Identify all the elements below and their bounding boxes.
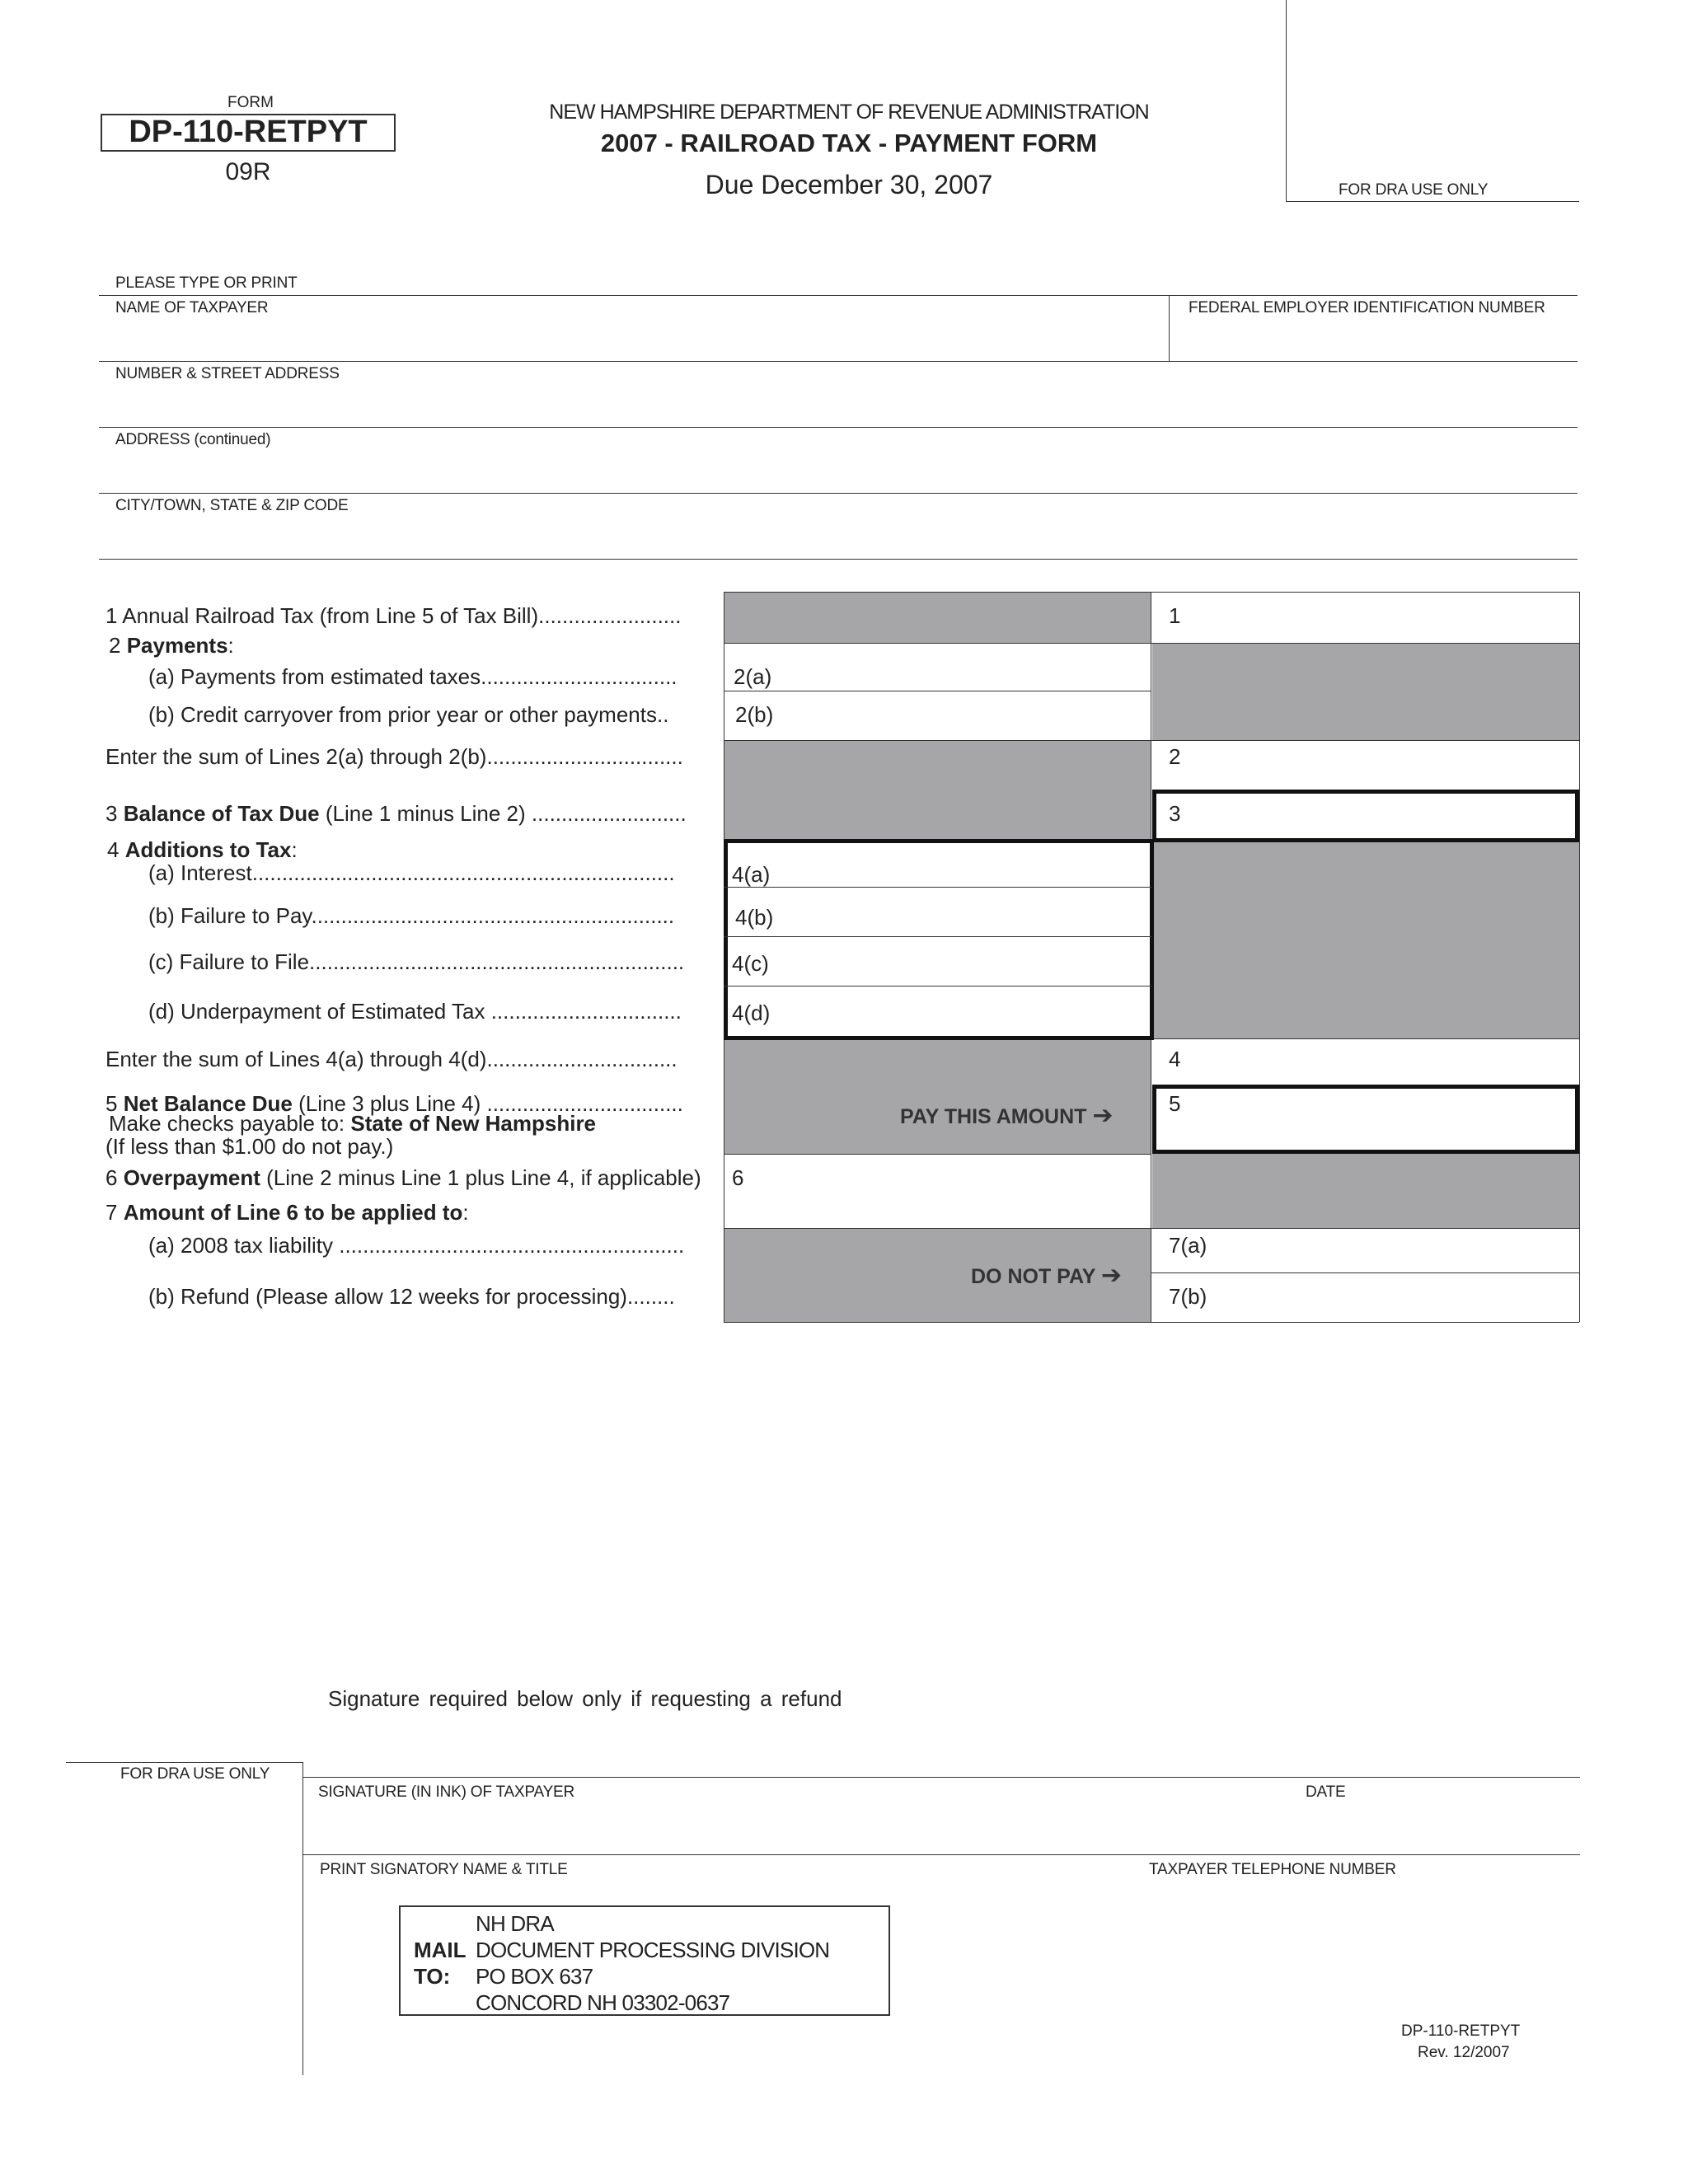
text: (Line 1 minus Line 2) bbox=[325, 801, 526, 826]
text: (b) Failure to Pay bbox=[148, 903, 312, 928]
line-5-text: 5 Net Balance Due (Line 3 plus Line 4) ................................. bbox=[106, 1091, 683, 1116]
line-2a-text: (a) Payments from estimated taxes................................. bbox=[148, 664, 678, 689]
do-not-pay-label bbox=[971, 1261, 1122, 1290]
text: TO: bbox=[414, 1964, 451, 1989]
print-name-label: PRINT SIGNATORY NAME & TITLE bbox=[320, 1861, 568, 1878]
text: (a) Payments from estimated taxes bbox=[148, 664, 481, 689]
rule bbox=[724, 740, 1151, 741]
rule bbox=[1151, 643, 1579, 644]
text: Enter the sum of Lines 2(a) through 2(b) bbox=[106, 744, 487, 769]
line-1-text: 1 Annual Railroad Tax (from Line 5 of Tax Bill)........................ bbox=[106, 603, 682, 628]
line-4-input[interactable] bbox=[1154, 1040, 1578, 1083]
mail-address bbox=[476, 1910, 829, 2016]
arrow-right-icon: ➔ bbox=[1100, 1262, 1123, 1289]
line-5-input[interactable] bbox=[1157, 1089, 1576, 1150]
date-input[interactable] bbox=[1294, 1779, 1578, 1854]
rule bbox=[724, 592, 1579, 593]
rule bbox=[302, 1762, 303, 2075]
dra-use-only-bottom-label: FOR DRA USE ONLY bbox=[120, 1765, 270, 1783]
shade-l4-l5-mid bbox=[724, 1038, 1151, 1154]
text: Net Balance Due bbox=[123, 1091, 293, 1116]
text: DOCUMENT PROCESSING DIVISION bbox=[476, 1938, 830, 1962]
line-2b-input[interactable] bbox=[725, 692, 1149, 738]
dra-use-only-label: FOR DRA USE ONLY bbox=[1339, 181, 1489, 199]
text: Overpayment bbox=[123, 1165, 260, 1190]
text: 3 bbox=[106, 801, 118, 826]
shade-l4-right bbox=[1152, 841, 1579, 1038]
line-1-input[interactable] bbox=[1154, 593, 1578, 641]
page-title: 2007 - RAILROAD TAX - PAYMENT FORM bbox=[600, 129, 1098, 157]
taxpayer-name-input[interactable] bbox=[99, 297, 1167, 361]
rule bbox=[724, 1228, 1151, 1229]
line-2-heading: 2 Payments: bbox=[109, 633, 234, 658]
fein-label: FEDERAL EMPLOYER IDENTIFICATION NUMBER bbox=[1189, 299, 1545, 316]
rule bbox=[1151, 1038, 1579, 1039]
taxpayer-name-label: NAME OF TAXPAYER bbox=[115, 299, 269, 316]
rule bbox=[724, 936, 1152, 937]
line-7b-text: (b) Refund (Please allow 12 weeks for processing)........ bbox=[148, 1284, 675, 1309]
line-4-box-label: 4 bbox=[1169, 1047, 1181, 1071]
line-5-note: (If less than $1.00 do not pay.) bbox=[106, 1134, 394, 1159]
text: Additions to Tax bbox=[124, 837, 292, 862]
line-4d-input[interactable] bbox=[729, 987, 1149, 1035]
line-1-box-label: 1 bbox=[1169, 603, 1181, 628]
rule bbox=[724, 1154, 1151, 1155]
rule bbox=[1151, 1228, 1579, 1229]
text: (d) Underpayment of Estimated Tax bbox=[148, 999, 485, 1024]
rule bbox=[1579, 592, 1580, 1322]
line-3-input[interactable] bbox=[1157, 794, 1576, 838]
rule bbox=[724, 986, 1152, 987]
line-5-box-label: 5 bbox=[1169, 1091, 1181, 1116]
line-4a-text: (a) Interest....................................................................... bbox=[148, 860, 675, 885]
text: (b) Credit carryover from prior year or other payments bbox=[148, 702, 657, 727]
line-6-input[interactable] bbox=[725, 1155, 1149, 1226]
text: MAIL bbox=[414, 1938, 467, 1962]
fein-input[interactable] bbox=[1170, 297, 1574, 361]
text: (a) 2008 tax liability bbox=[148, 1233, 333, 1258]
text: DO NOT PAY bbox=[971, 1265, 1095, 1288]
city-state-zip-input[interactable] bbox=[99, 494, 1578, 557]
rule bbox=[99, 493, 1578, 494]
address-continued-label: ADDRESS (continued) bbox=[115, 431, 271, 448]
line-4a-box-label: 4(a) bbox=[732, 862, 771, 887]
text: Make checks payable to: bbox=[109, 1111, 345, 1136]
text: (Line 3 plus Line 4) bbox=[298, 1091, 481, 1116]
text: 7 bbox=[106, 1200, 118, 1225]
date-label: DATE bbox=[1306, 1783, 1346, 1801]
street-address-label: NUMBER & STREET ADDRESS bbox=[115, 365, 340, 382]
line-4c-text: (c) Failure to File............................................................... bbox=[148, 949, 685, 974]
shade-l6-right bbox=[1152, 1154, 1579, 1228]
pay-this-amount-label bbox=[900, 1101, 1114, 1130]
line-2-sum-text: Enter the sum of Lines 2(a) through 2(b)................................. bbox=[106, 744, 683, 769]
line-4d-text: (d) Underpayment of Estimated Tax ................................ bbox=[148, 999, 682, 1024]
rule bbox=[724, 643, 1151, 644]
text: 5 bbox=[106, 1091, 118, 1116]
city-state-zip-label: CITY/TOWN, STATE & ZIP CODE bbox=[115, 497, 349, 514]
line-2b-box-label: 2(b) bbox=[735, 702, 774, 727]
text: NH DRA bbox=[476, 1911, 554, 1936]
line-7a-box-label: 7(a) bbox=[1169, 1233, 1207, 1258]
signature-label: SIGNATURE (IN INK) OF TAXPAYER bbox=[318, 1783, 575, 1801]
line-4c-input[interactable] bbox=[729, 938, 1149, 984]
text: Balance of Tax Due bbox=[123, 801, 320, 826]
rule bbox=[302, 1777, 1580, 1778]
text: State of New Hampshire bbox=[350, 1111, 597, 1136]
rule bbox=[99, 295, 1578, 296]
signature-input[interactable] bbox=[305, 1779, 1278, 1854]
rule bbox=[99, 361, 1578, 362]
line-2a-box-label: 2(a) bbox=[734, 664, 772, 689]
form-code: 09R bbox=[225, 158, 271, 185]
signature-note: Signature required below only if requesting a refund bbox=[328, 1686, 842, 1711]
rule bbox=[1151, 1272, 1579, 1273]
footer-revision: Rev. 12/2007 bbox=[1418, 2044, 1510, 2061]
text: (Line 2 minus Line 1 plus Line 4, if applicable) bbox=[266, 1165, 701, 1190]
line-6-text bbox=[106, 1165, 701, 1191]
line-2a-input[interactable] bbox=[725, 644, 1149, 689]
rule bbox=[302, 1854, 1580, 1855]
line-4d-box-label: 4(d) bbox=[732, 1001, 771, 1025]
type-or-print-instruction: PLEASE TYPE OR PRINT bbox=[115, 274, 298, 292]
rule bbox=[724, 887, 1152, 888]
line-4-sum-text: Enter the sum of Lines 4(a) through 4(d)................................ bbox=[106, 1047, 678, 1071]
text: PO BOX 637 bbox=[476, 1964, 593, 1989]
address-continued-input[interactable] bbox=[99, 429, 1578, 491]
line-7-heading: 7 Amount of Line 6 to be applied to: bbox=[106, 1200, 469, 1225]
text: 4 bbox=[107, 837, 120, 862]
text: 6 bbox=[106, 1165, 118, 1190]
print-name-input[interactable] bbox=[305, 1856, 1121, 1909]
form-label: FORM bbox=[227, 94, 274, 111]
street-address-input[interactable] bbox=[99, 363, 1578, 425]
text: (c) Failure to File bbox=[148, 949, 310, 974]
line-7a-text: (a) 2008 tax liability .......................................................... bbox=[148, 1233, 685, 1258]
dra-box-bottom-rule bbox=[1286, 201, 1579, 202]
shade-l2-l3-mid bbox=[724, 740, 1151, 841]
line-3-text: 3 Balance of Tax Due (Line 1 minus Line 2) .......................... bbox=[106, 801, 687, 826]
line-4c-box-label: 4(c) bbox=[732, 951, 769, 976]
line-4b-input[interactable] bbox=[729, 888, 1149, 935]
phone-input[interactable] bbox=[1137, 1856, 1578, 1909]
arrow-right-icon: ➔ bbox=[1092, 1102, 1114, 1129]
line-5-checks-payable bbox=[109, 1111, 596, 1137]
agency-name: NEW HAMPSHIRE DEPARTMENT OF REVENUE ADMINISTRATION bbox=[549, 101, 1149, 124]
line-3-box-label: 3 bbox=[1169, 801, 1181, 826]
text: 2 bbox=[109, 633, 121, 658]
line-7a-input[interactable] bbox=[1154, 1230, 1578, 1271]
rule bbox=[1169, 295, 1170, 361]
line-2-input[interactable] bbox=[1154, 742, 1578, 788]
line-7b-box-label: 7(b) bbox=[1169, 1284, 1207, 1309]
rule bbox=[99, 559, 1578, 560]
line-4b-text: (b) Failure to Pay............................................................. bbox=[148, 903, 675, 928]
line-4a-input[interactable] bbox=[729, 843, 1149, 886]
phone-label: TAXPAYER TELEPHONE NUMBER bbox=[1149, 1861, 1396, 1878]
text: Amount of Line 6 to be applied to bbox=[123, 1200, 463, 1225]
line-7b-input[interactable] bbox=[1154, 1274, 1578, 1320]
mail-label bbox=[414, 1937, 467, 1990]
text: Annual Railroad Tax (from Line 5 of Tax Bill) bbox=[122, 603, 539, 628]
line-2-box-label: 2 bbox=[1169, 744, 1181, 769]
form-number: DP-110-RETPYT bbox=[129, 115, 368, 149]
line-4b-box-label: 4(b) bbox=[735, 905, 774, 930]
rule bbox=[66, 1762, 303, 1763]
shade-l1-mid bbox=[724, 592, 1151, 643]
text: (a) Interest bbox=[148, 860, 252, 885]
text: 1 bbox=[106, 603, 118, 628]
text: (b) Refund (Please allow 12 weeks for processing) bbox=[148, 1284, 627, 1309]
line-2b-text: (b) Credit carryover from prior year or other payments.. bbox=[148, 702, 669, 727]
due-date: Due December 30, 2007 bbox=[705, 170, 993, 199]
rule bbox=[99, 427, 1578, 428]
rule bbox=[1151, 740, 1579, 741]
text: PAY THIS AMOUNT bbox=[900, 1105, 1087, 1128]
line-4-heading: 4 Additions to Tax: bbox=[107, 837, 298, 862]
text: CONCORD NH 03302-0637 bbox=[476, 1990, 730, 2015]
line-6-box-label: 6 bbox=[732, 1165, 744, 1190]
text: Payments bbox=[126, 633, 228, 658]
rule bbox=[724, 1322, 1579, 1323]
shade-l2-right bbox=[1152, 643, 1579, 740]
dra-box-left-rule bbox=[1286, 0, 1287, 201]
footer-form-number: DP-110-RETPYT bbox=[1401, 2022, 1521, 2040]
text: Enter the sum of Lines 4(a) through 4(d) bbox=[106, 1047, 487, 1071]
